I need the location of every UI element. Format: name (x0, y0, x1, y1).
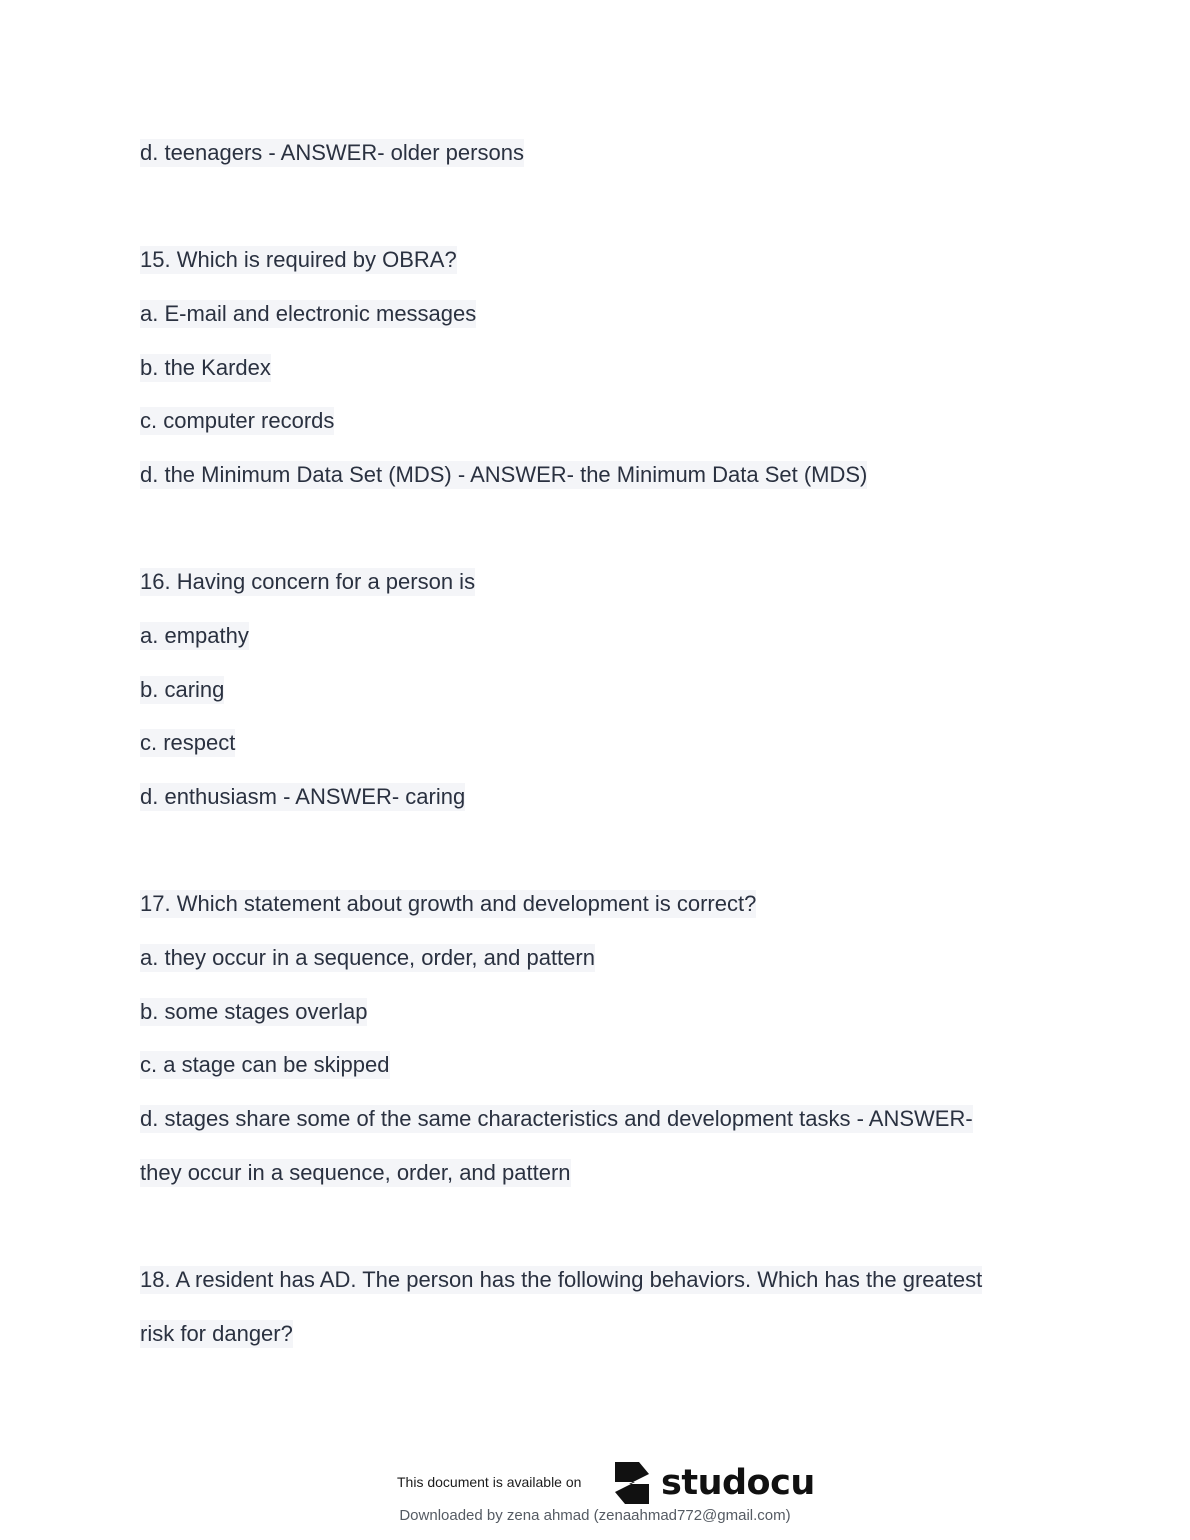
answer-line: d. teenagers - ANSWER- older persons (140, 140, 524, 165)
option-c: c. respect (140, 730, 236, 755)
option-b: b. caring (140, 677, 225, 702)
option-a: a. E-mail and electronic messages (140, 301, 477, 326)
answer-continuation: they occur in a sequence, order, and pattern (140, 1160, 571, 1185)
availability-text: This document is available on (397, 1474, 582, 1490)
option-d-answer: d. stages share some of the same characteristics and development tasks - ANSWER- (140, 1106, 973, 1131)
option-d-answer: d. the Minimum Data Set (MDS) - ANSWER- the Minimum Data Set (MDS) (140, 462, 868, 487)
question-18: 18. A resident has AD. The person has the following behaviors. Which has the greatest (140, 1267, 983, 1292)
downloaded-by-text: Downloaded by zena ahmad (zenaahmad772@gmail.com) (399, 1507, 791, 1524)
option-a: a. empathy (140, 623, 249, 648)
studocu-logo-icon (609, 1460, 655, 1506)
option-a: a. they occur in a sequence, order, and pattern (140, 945, 595, 970)
question-15: 15. Which is required by OBRA? (140, 247, 457, 272)
option-c: c. a stage can be skipped (140, 1052, 390, 1077)
option-b: b. the Kardex (140, 355, 271, 380)
question-17: 17. Which statement about growth and development is correct? (140, 891, 757, 916)
brand-name: studocu (661, 1463, 815, 1503)
question-16: 16. Having concern for a person is (140, 569, 476, 594)
studocu-logo[interactable] (609, 1459, 815, 1507)
option-c: c. computer records (140, 408, 335, 433)
option-d-answer: d. enthusiasm - ANSWER- caring (140, 784, 466, 809)
option-b: b. some stages overlap (140, 999, 368, 1024)
question-18-continuation: risk for danger? (140, 1321, 293, 1346)
